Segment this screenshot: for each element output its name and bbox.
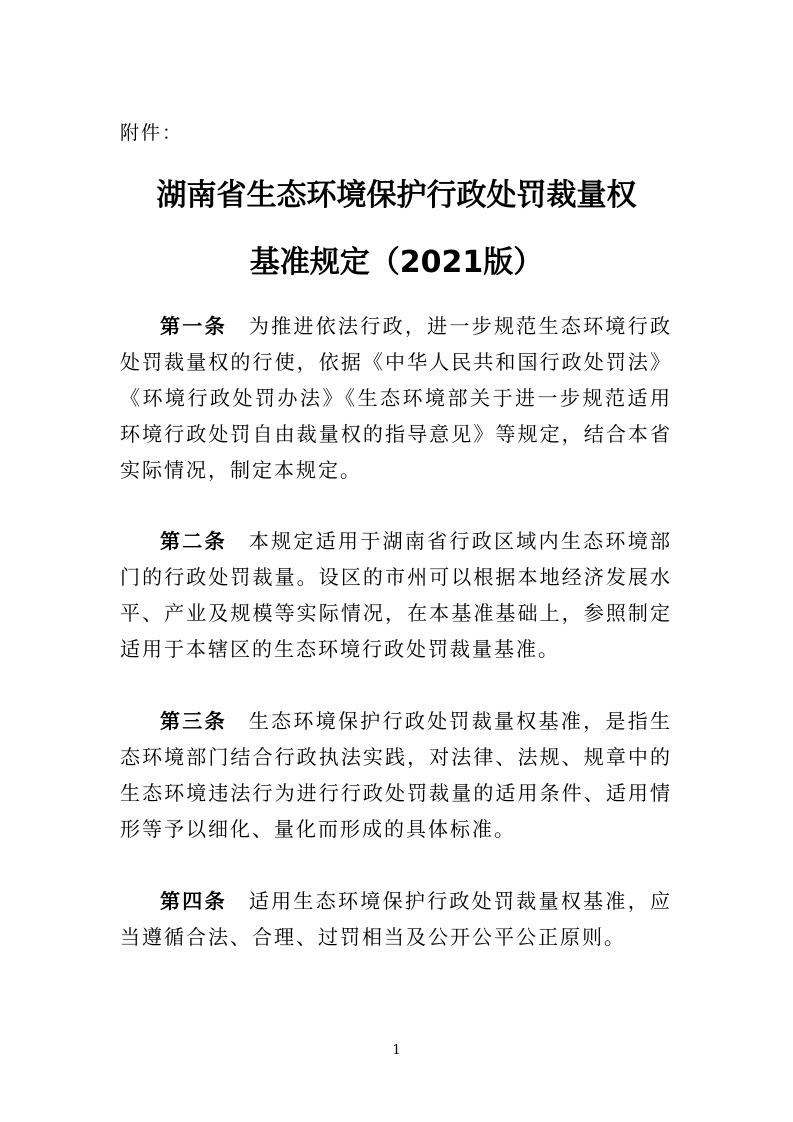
- article-3-number: 第三条: [160, 709, 227, 733]
- page-number: 1: [392, 1043, 401, 1058]
- article-1: [120, 308, 672, 488]
- article-2-number: 第二条: [160, 529, 227, 553]
- document-title-line-2: 基准规定（2021版）: [249, 245, 544, 280]
- attachment-label: 附件：: [120, 122, 184, 144]
- article-4: [120, 883, 672, 955]
- article-1-text: 为推进依法行政，进一步规范生态环境行政处罚裁量权的行使，依据《中华人民共和国行政处罚法》《环境行政处罚办法》《生态环境部关于进一步规范适用环境行政处罚自由裁量权的指导意见》等规定，结合本省实际情况，制定本规定。: [120, 314, 673, 482]
- article-3-text: 生态环境保护行政处罚裁量权基准，是指生态环境部门结合行政执法实践，对法律、法规、规章中的生态环境违法行为进行行政处罚裁量的适用条件、适用情形等予以细化、量化而形成的具体标准。: [120, 709, 673, 841]
- article-1-number: 第一条: [160, 314, 227, 338]
- document-title-line-1: 湖南省生态环境保护行政处罚裁量权: [156, 178, 637, 213]
- article-4-text: 适用生态环境保护行政处罚裁量权基准，应当遵循合法、合理、过罚相当及公开公平公正原则。: [120, 889, 673, 949]
- article-4-number: 第四条: [160, 889, 227, 913]
- article-2-text: 本规定适用于湖南省行政区域内生态环境部门的行政处罚裁量。设区的市州可以根据本地经济发展水平、产业及规模等实际情况，在本基准基础上，参照制定适用于本辖区的生态环境行政处罚裁量基准。: [120, 529, 673, 661]
- article-2: [120, 523, 672, 667]
- article-3: [120, 703, 672, 847]
